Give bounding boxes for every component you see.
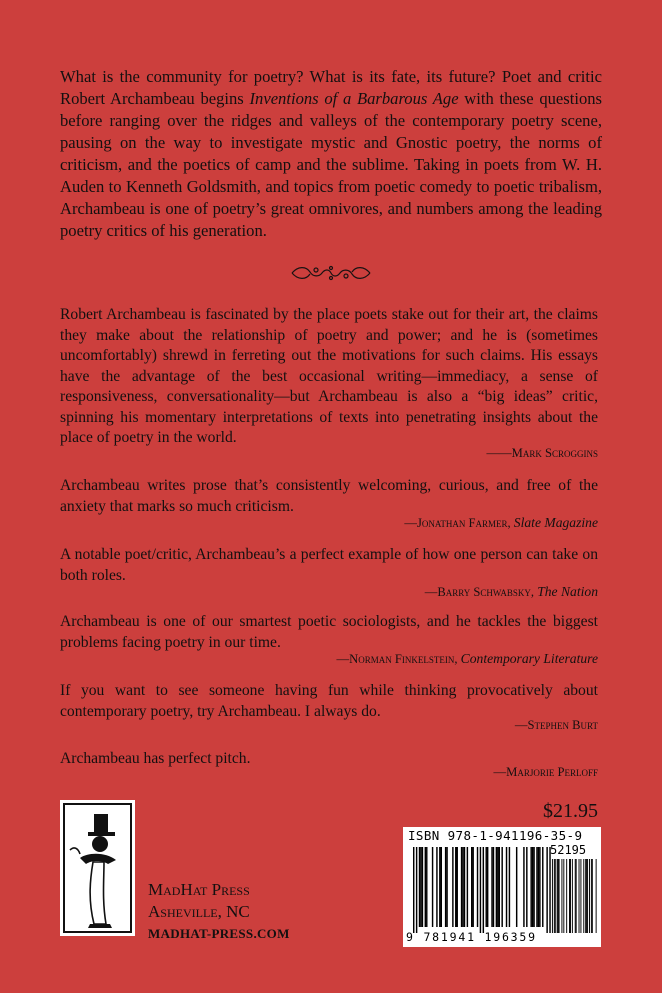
addon-bar-69 — [592, 859, 593, 933]
barcode-bar-13 — [452, 847, 453, 927]
ean-digits: 9 781941 196359 — [406, 930, 537, 944]
barcode-bar-31 — [499, 847, 500, 927]
barcode-bar-5 — [425, 847, 426, 927]
quote-2-author: —Jonathan Farmer, — [404, 516, 514, 530]
quote-6-text: Archambeau has perfect pitch. — [60, 750, 251, 767]
barcode-bar-40 — [533, 847, 534, 927]
addon-bar-66 — [587, 859, 588, 933]
barcode-bar-32 — [501, 847, 502, 927]
barcode-bar-12 — [446, 847, 447, 927]
quote-4-text: Archambeau is one of our smartest poetic sociologists, and he tackles the biggest problems facing poetry in our time. — [60, 613, 598, 651]
barcode-bar-1 — [416, 847, 417, 933]
quote-1-author: ——Mark Scroggins — [486, 446, 598, 460]
barcode-bar-0 — [413, 847, 414, 933]
barcode-bar-16 — [461, 847, 462, 927]
barcode-bar-43 — [539, 847, 540, 927]
barcode-bar-15 — [457, 847, 458, 927]
addon-bar-57 — [570, 859, 571, 933]
madhat-logo — [60, 800, 135, 936]
quote-3-author: —Barry Schwabsky, — [424, 585, 538, 599]
quote-4-author: —Norman Finkelstein, — [336, 652, 461, 666]
addon-bar-70 — [596, 859, 597, 933]
addon-bar-62 — [580, 859, 581, 933]
price-label: $21.95 — [543, 800, 598, 822]
barcode-bar-46 — [549, 847, 550, 933]
barcode-bar-24 — [483, 847, 484, 933]
addon-bar-60 — [576, 859, 577, 933]
barcode-bar-36 — [523, 847, 524, 927]
barcode-bar-10 — [441, 847, 442, 927]
barcode-bar-22 — [477, 847, 478, 927]
barcode-bar-35 — [516, 847, 517, 927]
addon-bar-51 — [558, 859, 559, 933]
top-hat-figure-icon — [60, 800, 135, 936]
barcode-bar-9 — [439, 847, 440, 927]
back-cover-blurb — [60, 66, 602, 242]
barcode-bar-21 — [472, 847, 473, 927]
quote-1-attribution — [486, 446, 598, 461]
barcode-bar-2 — [419, 847, 420, 927]
publisher-url[interactable]: MADHAT-PRESS.COM — [148, 926, 290, 941]
addon-bar-63 — [583, 859, 584, 933]
quote-5-author: —Stephen Burt — [514, 718, 598, 732]
addon-bar-65 — [586, 859, 587, 933]
book-title: Inventions of a Barbarous Age — [249, 89, 459, 108]
quote-6-attribution — [494, 765, 598, 780]
barcode-bar-18 — [464, 847, 465, 927]
addon-bar-56 — [569, 859, 570, 933]
barcode-bar-7 — [432, 847, 433, 927]
ornament-flourish-icon — [288, 262, 374, 284]
addon-bar-64 — [585, 859, 586, 933]
quote-3-attribution — [425, 584, 598, 600]
barcode-bar-25 — [486, 847, 487, 927]
addon-bar-53 — [561, 859, 562, 933]
addon-bar-55 — [566, 859, 567, 933]
isbn-label: ISBN 978-1-941196-35-9 — [408, 828, 583, 843]
barcode-bar-26 — [487, 847, 488, 927]
barcode-bar-39 — [532, 847, 533, 927]
barcode-bar-3 — [420, 847, 421, 927]
barcode-bar-42 — [538, 847, 539, 927]
addon-bar-49 — [555, 859, 556, 933]
addon-bar-59 — [575, 859, 576, 933]
quote-4-source: Contemporary Literature — [460, 651, 598, 666]
barcode-bar-17 — [462, 847, 463, 927]
publisher-city: Asheville, NC — [148, 902, 250, 921]
addon-bar-61 — [579, 859, 580, 933]
addon-bar-52 — [559, 859, 560, 933]
barcode-bar-38 — [530, 847, 531, 927]
barcode-bar-11 — [445, 847, 446, 927]
barcode-bar-8 — [436, 847, 437, 927]
barcode-bar-37 — [526, 847, 527, 927]
quote-2-source: Slate Magazine — [513, 515, 598, 530]
barcode-bar-34 — [509, 847, 510, 927]
barcode-bar-14 — [455, 847, 456, 927]
barcode-bar-30 — [497, 847, 498, 927]
quote-5-text: If you want to see someone having fun while thinking provocatively about contemporary poetry, try Archambeau. I always do. — [60, 682, 598, 720]
barcode-bar-19 — [467, 847, 468, 927]
quote-1-text: Robert Archambeau is fascinated by the place poets stake out for their art, the claims they make about the relationship of poetry and power; and he is (sometimes uncomfortably) shrewd in ferreting out the motivations for such claims. His essays have the advantage of the best occasional writing—immediacy, a sense of responsiveness, conversationality—but Archambeau is also a “big ideas” critic, spinning his momentary interpretations of texts into penetrating insights about the place of poetry in the world. — [60, 306, 598, 446]
barcode-bar-29 — [496, 847, 497, 927]
price-addon-digits: 52195 — [550, 843, 587, 857]
addon-bar-54 — [563, 859, 564, 933]
barcode-bar-4 — [422, 847, 423, 927]
addon-bar-68 — [591, 859, 592, 933]
addon-bar-67 — [589, 859, 590, 933]
barcode-bar-45 — [546, 847, 547, 933]
addon-bar-47 — [552, 859, 553, 933]
quote-3-text: A notable poet/critic, Archambeau’s a perfect example of how one person can take on both roles. — [60, 546, 598, 584]
barcode-bar-33 — [506, 847, 507, 927]
quote-2-text: Archambeau writes prose that’s consistently welcoming, curious, and free of the anxiety that marks so much criticism. — [60, 477, 598, 515]
addon-bar-58 — [572, 859, 573, 933]
isbn-barcode — [403, 827, 601, 947]
blurb-rest: with these questions before ranging over the ridges and valleys of the contemporary poetry scene, pausing on the way to investigate mystic and Gnostic poetry, the norms of criticism, and the poetics of camp and the sublime. Taking in poets from W. H. Auden to Kenneth Goldsmith, and topics from poetic comedy to poetic tribalism, Archambeau is one of poetry’s great omnivores, and numbers among the leading poetry critics of his generation. — [60, 89, 603, 240]
quote-3-source: The Nation — [537, 584, 598, 599]
quote-4-attribution — [337, 651, 598, 667]
barcode-bar-27 — [491, 847, 492, 927]
quote-2-attribution — [404, 515, 598, 531]
quote-6-author: —Marjorie Perloff — [493, 765, 598, 779]
barcode-bar-44 — [542, 847, 543, 927]
barcode-bar-28 — [493, 847, 494, 927]
blurb-intro: What is the community for poetry? What is its fate, its future? Poet and critic Robert Archambeau begins — [60, 67, 602, 108]
barcode-bar-6 — [426, 847, 427, 927]
publisher-name: MadHat Press — [148, 880, 250, 899]
barcode-bar-23 — [480, 847, 481, 933]
addon-bar-48 — [554, 859, 555, 933]
quote-5-attribution — [515, 718, 598, 733]
barcode-bar-20 — [471, 847, 472, 927]
barcode-bar-41 — [536, 847, 537, 927]
addon-bar-50 — [557, 859, 558, 933]
